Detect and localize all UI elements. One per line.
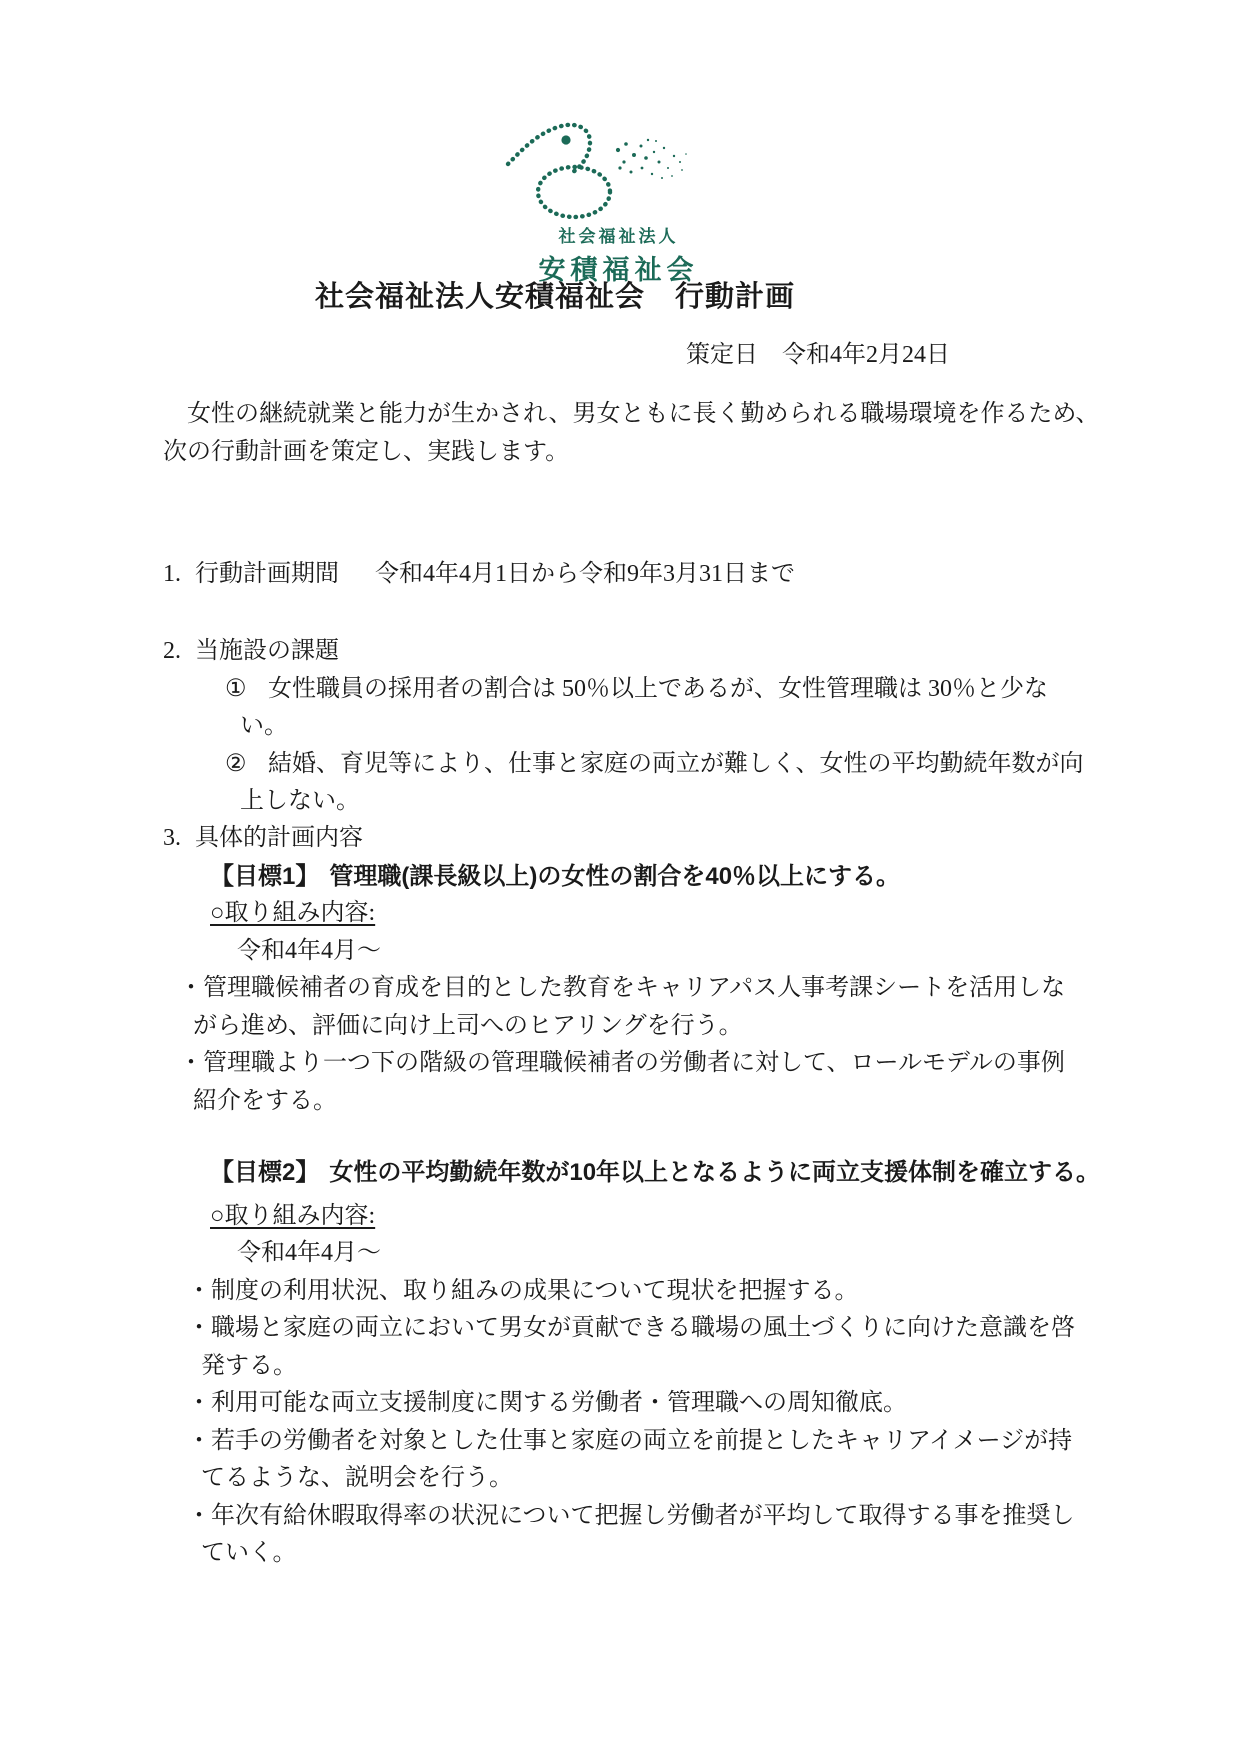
goal-1-heading bbox=[210, 858, 1173, 896]
goal-2-subheading bbox=[210, 1198, 1173, 1236]
goal-1-measure-list bbox=[179, 970, 1084, 1120]
measure-item bbox=[187, 1385, 1086, 1423]
measure-item bbox=[179, 970, 1084, 1045]
section-title: 当施設の課題 bbox=[195, 638, 339, 664]
measure-text: 制度の利用状況、取り組みの成果について現状を把握する。 bbox=[211, 1277, 859, 1304]
section-concrete-plan bbox=[163, 820, 1173, 1120]
goal-title: 管理職(課長級以上)の女性の割合を40％以上にする。 bbox=[329, 862, 901, 890]
measure-item bbox=[187, 1498, 1086, 1573]
goal-2-heading bbox=[210, 1154, 1173, 1192]
measure-item bbox=[187, 1423, 1086, 1498]
measure-text: 職場と家庭の両立において男女が貢献できる職場の風土づくりに向けた意識を啓発する。 bbox=[201, 1315, 1075, 1379]
section-plan-period bbox=[163, 556, 1163, 594]
document-title: 社会福祉法人安積福祉会 行動計画 bbox=[314, 281, 795, 313]
measure-text: 管理職候補者の育成を目的とした教育をキャリアパス人事考課シートを活用しながら進め、評価に向け上司へのヒアリングを行う。 bbox=[193, 975, 1066, 1039]
intro-paragraph: 女性の継続就業と能力が生かされ、男女ともに長く勤められる職場環境を作るため、次の行動計画を策定し、実践します。 bbox=[163, 401, 1100, 465]
bullet-marker: ・ bbox=[187, 1315, 211, 1341]
bullet-marker: ・ bbox=[187, 1390, 211, 1416]
issue-text: 結婚、育児等により、仕事と家庭の両立が難しく、女性の平均勤続年数が向上しない。 bbox=[240, 750, 1084, 814]
issue-item bbox=[225, 746, 1086, 821]
measure-text: 若手の労働者を対象とした仕事と家庭の両立を前提としたキャリアイメージが持てるような、説明会を行う。 bbox=[201, 1427, 1073, 1491]
goal-label: 【目標1】 bbox=[210, 862, 320, 890]
bullet-marker: ・ bbox=[187, 1502, 211, 1529]
section-number: 2. bbox=[163, 638, 181, 664]
logo-org-type: 社会福祉法人 bbox=[558, 227, 679, 246]
issue-item bbox=[225, 671, 1086, 746]
organization-logo bbox=[0, 110, 1241, 287]
section-heading bbox=[163, 820, 1173, 858]
goal-title: 女性の平均勤続年数が10年以上となるように両立支援体制を確立する。 bbox=[329, 1159, 1101, 1186]
goal-2-block bbox=[163, 1154, 1173, 1573]
subheading-text: ○取り組み内容: bbox=[210, 900, 376, 926]
bullet-marker: ・ bbox=[187, 1277, 211, 1304]
bullet-marker: ・ bbox=[187, 1427, 211, 1454]
measure-text: 利用可能な両立支援制度に関する労働者・管理職への周知徹底。 bbox=[211, 1390, 907, 1416]
bullet-marker: ・ bbox=[179, 975, 203, 1001]
section-heading bbox=[163, 633, 1163, 671]
measure-text: 管理職より一つ下の階級の管理職候補者の労働者に対して、ロールモデルの事例紹介をする。 bbox=[193, 1050, 1065, 1114]
circled-number-marker: ② bbox=[225, 750, 247, 777]
goal-1-block bbox=[163, 858, 1173, 1121]
dotted-swan-icon bbox=[496, 110, 696, 220]
section-title: 具体的計画内容 bbox=[195, 825, 363, 851]
formulation-date: 策定日 令和4年2月24日 bbox=[686, 342, 950, 368]
goal-2-measure-list bbox=[187, 1273, 1086, 1573]
plan-period-value: 令和4年4月1日から令和9年3月31日まで bbox=[375, 561, 795, 587]
section-issues bbox=[163, 633, 1163, 821]
section-number: 1. bbox=[163, 561, 181, 587]
section-title: 行動計画期間 bbox=[195, 561, 339, 587]
goal-1-start-date: 令和4年4月～ bbox=[237, 937, 381, 964]
measure-item bbox=[179, 1045, 1084, 1120]
goal-label: 【目標2】 bbox=[210, 1159, 320, 1186]
measure-text: 年次有給休暇取得率の状況について把握し労働者が平均して取得する事を推奨していく。 bbox=[201, 1502, 1075, 1566]
circled-number-marker: ① bbox=[225, 675, 247, 702]
bullet-marker: ・ bbox=[179, 1050, 203, 1076]
issue-text: 女性職員の採用者の割合は 50％以上であるが、女性管理職は 30％と少ない。 bbox=[240, 675, 1048, 739]
measure-item bbox=[187, 1273, 1086, 1311]
goal-2-start-date: 令和4年4月～ bbox=[237, 1240, 381, 1266]
subheading-text: ○取り組み内容: bbox=[210, 1202, 376, 1229]
logo-org-name: 安積福祉会 bbox=[538, 255, 699, 285]
goal-1-subheading bbox=[210, 895, 1173, 933]
section-number: 3. bbox=[163, 825, 181, 851]
measure-item bbox=[187, 1310, 1086, 1385]
issue-list bbox=[225, 671, 1086, 821]
